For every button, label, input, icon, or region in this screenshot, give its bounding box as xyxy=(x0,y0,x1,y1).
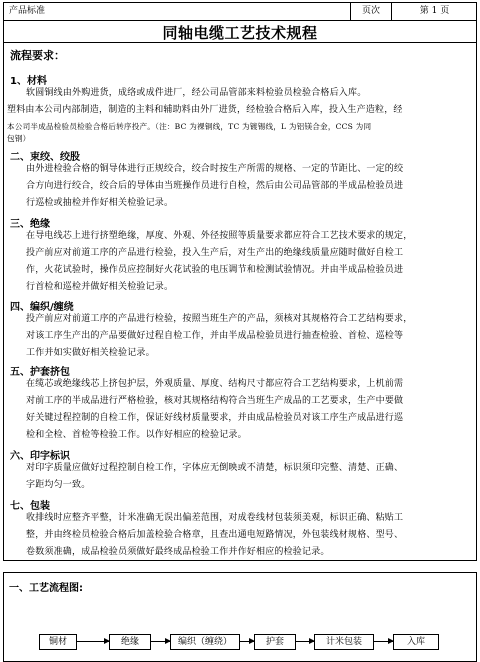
page-header xyxy=(3,2,477,21)
section-line: 软圆铜线由外购进货，成络或成件进厂，经公司品管部来料检验员检验合格后入库。 xyxy=(26,88,367,98)
section-heading-jacketing: 五、护套挤包 xyxy=(10,367,70,378)
process-spec-box xyxy=(3,20,477,561)
section-line: 投产前应对前道工序的产品进行检验，投入生产后，对生产出的绝缘线质量应随时做好自检工 xyxy=(26,248,404,258)
section-line: 工作并如实做好相关检验记录。 xyxy=(26,348,155,358)
section-line: 塑料由本公司内部制造，制造的主料和辅助料由外厂进货，经检验合格后入库，投入生产造粒，经 xyxy=(7,105,403,115)
flow-heading: 一、工艺流程图: xyxy=(9,583,83,594)
section-line: 投产前应对前道工序的产品进行检验，按照当班生产的产品，须核对其规格符合工艺结构要求， xyxy=(26,314,413,324)
flow-arrow xyxy=(240,641,254,642)
process-flow-box xyxy=(3,572,477,662)
flow-step-jacket: 护套 xyxy=(254,634,296,650)
section-heading-printing: 六、印字标识 xyxy=(10,451,70,462)
section-heading-stranding: 二、束绞、绞股 xyxy=(10,152,80,163)
document-page xyxy=(3,2,477,660)
flow-step-copper: 铜材 xyxy=(39,634,77,650)
page-number: 第 1 页 xyxy=(391,3,477,20)
section-line: 本公司半成品检验员检验合格后转序投产。（注：BC 为裸铜线，TC 为镀锡线，L 为铝镁合金，CCS 为同 xyxy=(7,122,372,131)
section-line: 合方向进行绞合，绞合后的导体由当班操作员进行自检，然后由公司品管部的半成品检验员进 xyxy=(26,181,404,191)
section-line: 好关键过程控制的自检工作，保证好线材质量要求，并由成品检验员对该工序生产成品进行巡 xyxy=(26,413,404,423)
section-line: 作，火花试验时，操作员应控制好火花试验的电压调节和检测试验情况。并由半成品检验员进 xyxy=(26,265,404,275)
section-line: 行首检和巡检并做好相关检验记录。 xyxy=(26,282,174,292)
title-divider xyxy=(4,42,476,43)
section-line: 由外进检验合格的铜导体进行正规绞合，绞合时按生产所需的规格、一定的节距比、一定的绞 xyxy=(26,164,404,174)
flow-arrow xyxy=(77,641,109,642)
section-heading-materials: 1、材料 xyxy=(10,76,47,87)
flow-step-metering-packing: 计米包装 xyxy=(314,634,374,650)
section-line: 包钢） xyxy=(7,134,31,143)
section-heading-braiding: 四、编织/缠绕 xyxy=(10,302,74,313)
flow-step-warehouse: 入库 xyxy=(393,634,439,650)
section-line: 对印字质量应做好过程控制自检工作，字体应无倒映或不清楚，标识须印完整、清楚、正确、 xyxy=(26,463,404,473)
section-heading-insulation: 三、绝缘 xyxy=(10,219,50,230)
section-line: 在缆芯或绝缘线芯上挤包护层，外观质量、厚度、结构尺寸都应符合工艺结构要求，上机前需 xyxy=(26,379,404,389)
standard-label: 产品标准 xyxy=(9,6,46,16)
section-line: 对前工序的半成品进行严格检验，核对其规格结构符合当班生产成品的工艺要求，生产中要做 xyxy=(26,396,404,406)
section-line: 整，并由终检员检验合格后加盖检验合格章，且查出通电短路情况，外包装线材规格、型号、 xyxy=(26,530,404,540)
flow-step-braiding: 编织（缠绕） xyxy=(170,634,240,650)
page-label: 页次 xyxy=(350,3,391,20)
section-heading-packaging: 七、包装 xyxy=(10,501,50,512)
flow-arrow xyxy=(374,641,393,642)
requirements-heading: 流程要求： xyxy=(10,49,65,62)
document-title: 同轴电缆工艺技术规程 xyxy=(162,24,318,42)
section-line: 字距均匀一致。 xyxy=(26,480,91,490)
section-line: 行巡检或抽检并作好相关检验记录。 xyxy=(26,198,174,208)
section-line: 卷数须准确，成品检验员须做好最终成品检验工作并作好相应的检验记录。 xyxy=(26,547,330,557)
section-line: 在导电线芯上进行挤塑绝缘，厚度、外观、外径按照等质量要求都应符合工艺技术要求的规定， xyxy=(26,231,413,241)
section-line: 收排线时应整齐平整，计米准确无误出偏差范围，对成卷线材包装须美观，标识正确、粘贴工 xyxy=(26,513,404,523)
section-line: 检和全检、首检等检验工作。以作好相应的检验记录。 xyxy=(26,430,247,440)
section-line: 对该工序生产出的产品要做好过程自检工作，并由半成品检验员进行抽查检验、首检、巡检等 xyxy=(26,331,404,341)
flow-step-insulation: 绝缘 xyxy=(109,634,151,650)
flow-arrow xyxy=(151,641,170,642)
flow-arrow xyxy=(296,641,314,642)
